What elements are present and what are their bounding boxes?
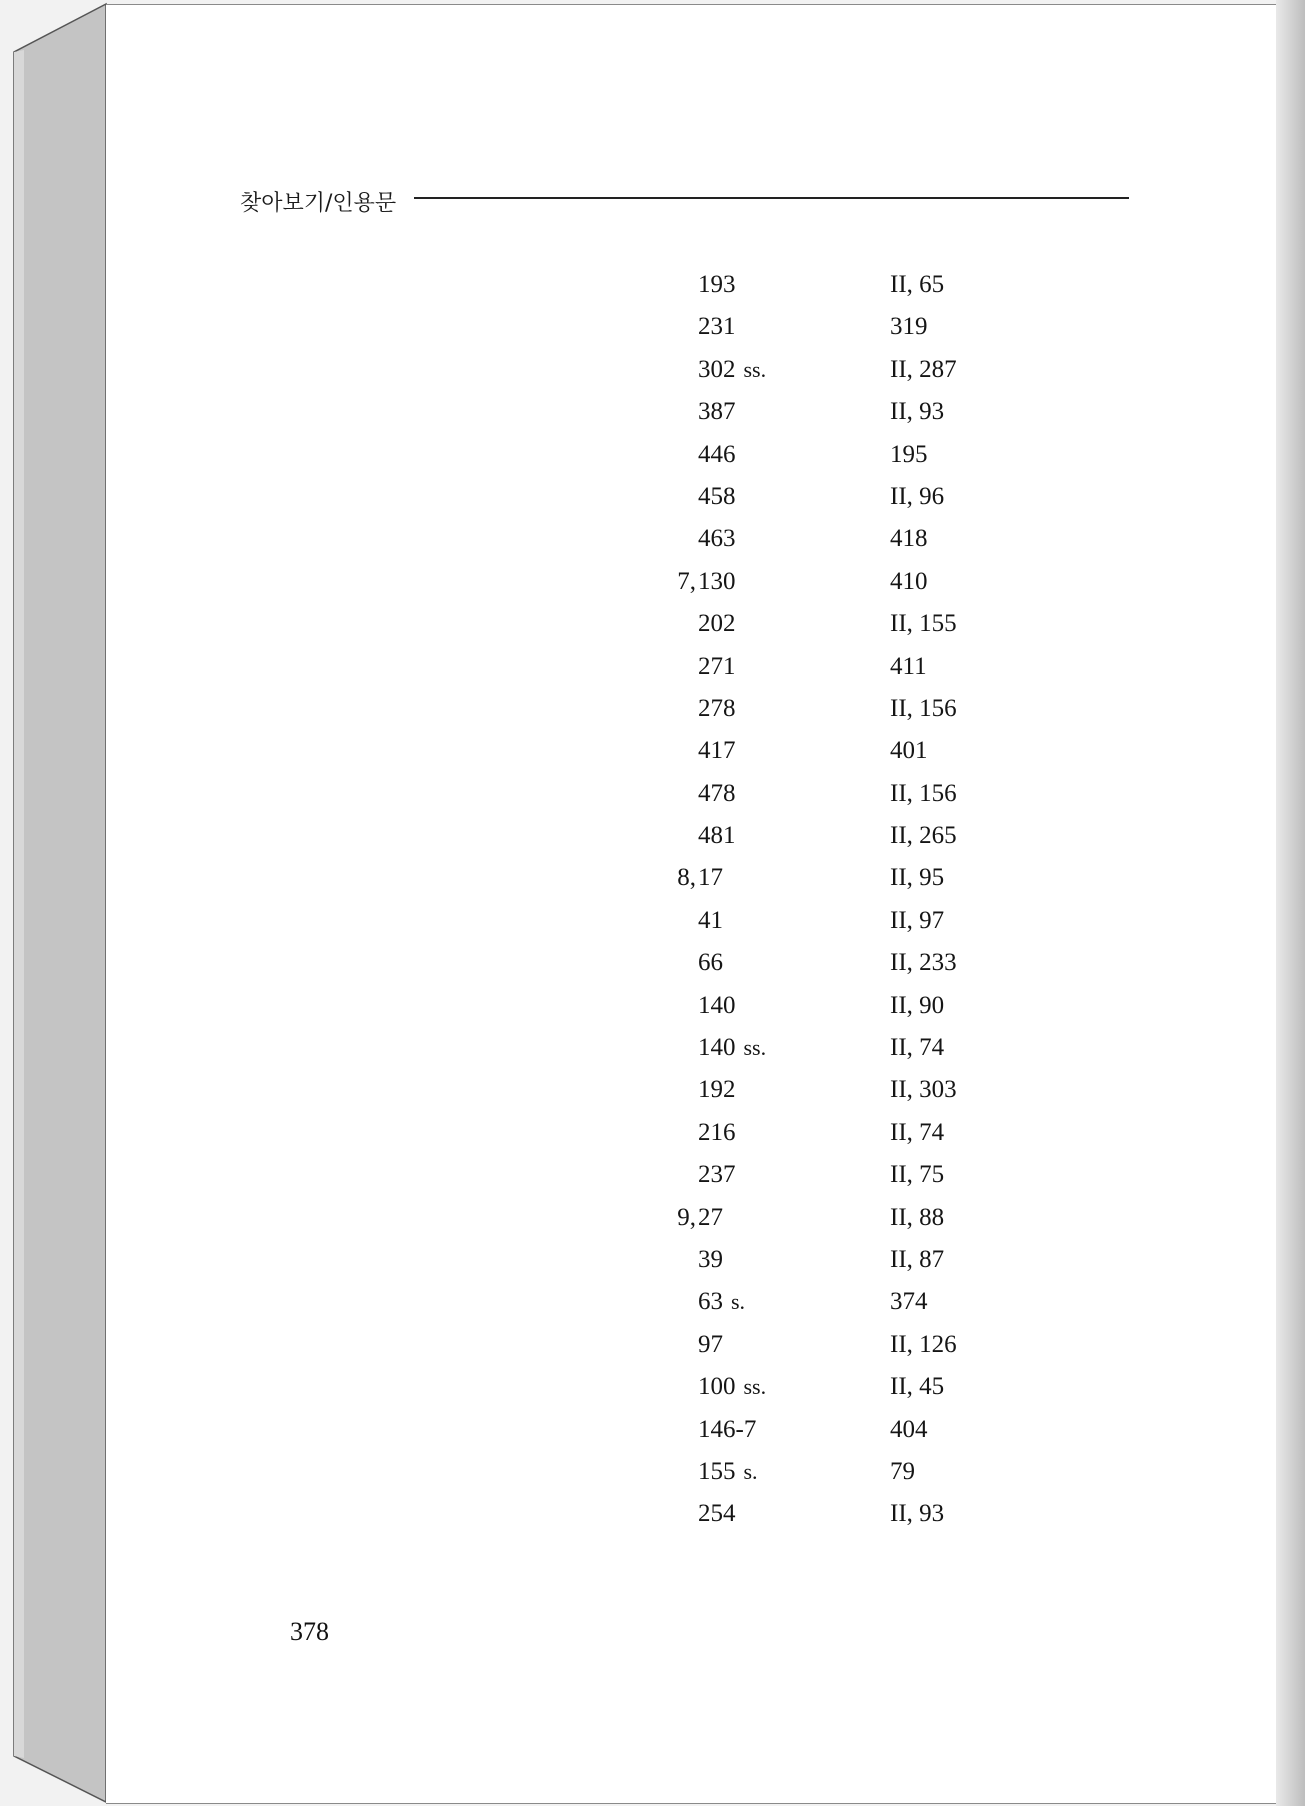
left-entry xyxy=(600,1239,810,1281)
entry-suffix: ss. xyxy=(743,356,767,382)
right-entry: II, 95 xyxy=(890,864,945,892)
right-entry: 319 xyxy=(890,313,928,341)
left-entry xyxy=(600,646,810,688)
right-entry: II, 155 xyxy=(890,610,957,638)
entry-value: 278 xyxy=(698,694,736,722)
right-entry: II, 233 xyxy=(890,949,957,977)
entry-value: 66 xyxy=(698,949,723,977)
entry-suffix: ss. xyxy=(743,1374,767,1400)
entry-value: 63 xyxy=(698,1288,723,1316)
left-entry xyxy=(600,773,810,815)
entry-suffix: s. xyxy=(731,1289,746,1315)
right-entry: II, 287 xyxy=(890,355,957,383)
left-entry xyxy=(600,1366,810,1408)
right-entry: 418 xyxy=(890,525,928,553)
left-entry xyxy=(600,1027,810,1069)
index-right-column xyxy=(890,264,1090,1536)
right-entry: 195 xyxy=(890,440,928,468)
left-entry xyxy=(600,1069,810,1111)
entry-value: 231 xyxy=(698,313,736,341)
right-entry: II, 74 xyxy=(890,1034,945,1062)
left-entry xyxy=(600,391,810,433)
left-entry xyxy=(600,1197,810,1239)
right-entry: II, 126 xyxy=(890,1330,957,1358)
entry-value: 237 xyxy=(698,1161,736,1189)
entry-value: 130 xyxy=(698,567,736,595)
right-entry: 411 xyxy=(890,652,927,680)
entry-value: 481 xyxy=(698,822,736,850)
right-entry: 374 xyxy=(890,1288,928,1316)
right-entry: II, 75 xyxy=(890,1161,945,1189)
entry-value: 155 xyxy=(698,1457,736,1485)
entry-value: 39 xyxy=(698,1245,723,1273)
right-entry: II, 97 xyxy=(890,906,945,934)
left-entry xyxy=(600,518,810,560)
right-entry: II, 87 xyxy=(890,1245,945,1273)
entry-value: 271 xyxy=(698,652,736,680)
running-header xyxy=(240,186,396,216)
entry-value: 254 xyxy=(698,1500,736,1528)
left-entry xyxy=(600,1451,810,1493)
right-entry: 410 xyxy=(890,567,928,595)
left-entry xyxy=(600,349,810,391)
entry-value: 387 xyxy=(698,398,736,426)
entry-value: 140 xyxy=(698,991,736,1019)
entry-value: 192 xyxy=(698,1076,736,1104)
entry-value: 463 xyxy=(698,525,736,553)
right-entry: II, 303 xyxy=(890,1076,957,1104)
right-entry: II, 93 xyxy=(890,1500,945,1528)
left-entry xyxy=(600,1324,810,1366)
entry-lead: 8, xyxy=(677,864,696,892)
left-entry xyxy=(600,264,810,306)
entry-suffix: s. xyxy=(743,1458,758,1484)
left-entry xyxy=(600,434,810,476)
left-entry xyxy=(600,688,810,730)
header-rule xyxy=(414,197,1129,199)
right-entry: II, 74 xyxy=(890,1118,945,1146)
left-entry xyxy=(600,942,810,984)
entry-value: 417 xyxy=(698,737,736,765)
entry-value: 446 xyxy=(698,440,736,468)
right-entry: II, 45 xyxy=(890,1373,945,1401)
entry-value: 478 xyxy=(698,779,736,807)
entry-value: 17 xyxy=(698,864,723,892)
right-entry: 79 xyxy=(890,1457,915,1485)
left-entry xyxy=(600,985,810,1027)
entry-value: 302 xyxy=(698,355,736,383)
right-entry: II, 156 xyxy=(890,779,957,807)
entry-value: 146-7 xyxy=(698,1415,757,1443)
right-entry: II, 96 xyxy=(890,482,945,510)
index-left-column xyxy=(600,264,810,1536)
entry-lead: 9, xyxy=(677,1203,696,1231)
left-entry xyxy=(600,476,810,518)
right-entry: II, 156 xyxy=(890,694,957,722)
left-entry xyxy=(600,900,810,942)
entry-value: 216 xyxy=(698,1118,736,1146)
left-entry xyxy=(600,561,810,603)
right-entry: II, 90 xyxy=(890,991,945,1019)
entry-value: 41 xyxy=(698,906,723,934)
entry-value: 100 xyxy=(698,1373,736,1401)
page-edge xyxy=(1276,0,1305,1806)
entry-value: 140 xyxy=(698,1034,736,1062)
right-entry: II, 265 xyxy=(890,822,957,850)
right-entry: 401 xyxy=(890,737,928,765)
entry-value: 193 xyxy=(698,271,736,298)
entry-lead: 7, xyxy=(677,567,696,595)
left-entry xyxy=(600,1112,810,1154)
left-entry xyxy=(600,1409,810,1451)
left-entry xyxy=(600,730,810,772)
entry-value: 27 xyxy=(698,1203,723,1231)
left-entry xyxy=(600,1154,810,1196)
entry-value: 458 xyxy=(698,482,736,510)
right-entry: II, 88 xyxy=(890,1203,945,1231)
left-entry xyxy=(600,1281,810,1323)
page-number: 378 xyxy=(290,1617,329,1646)
left-entry xyxy=(600,306,810,348)
entry-suffix: ss. xyxy=(743,1035,767,1061)
entry-value: 97 xyxy=(698,1330,723,1358)
left-entry xyxy=(600,857,810,899)
left-entry xyxy=(600,603,810,645)
left-entry xyxy=(600,815,810,857)
entry-value: 202 xyxy=(698,610,736,638)
right-entry: II, 65 xyxy=(890,271,945,298)
header-title: 찾아보기/인용문 xyxy=(240,190,397,216)
right-entry: 404 xyxy=(890,1415,928,1443)
right-entry: II, 93 xyxy=(890,398,945,426)
left-entry xyxy=(600,1493,810,1535)
